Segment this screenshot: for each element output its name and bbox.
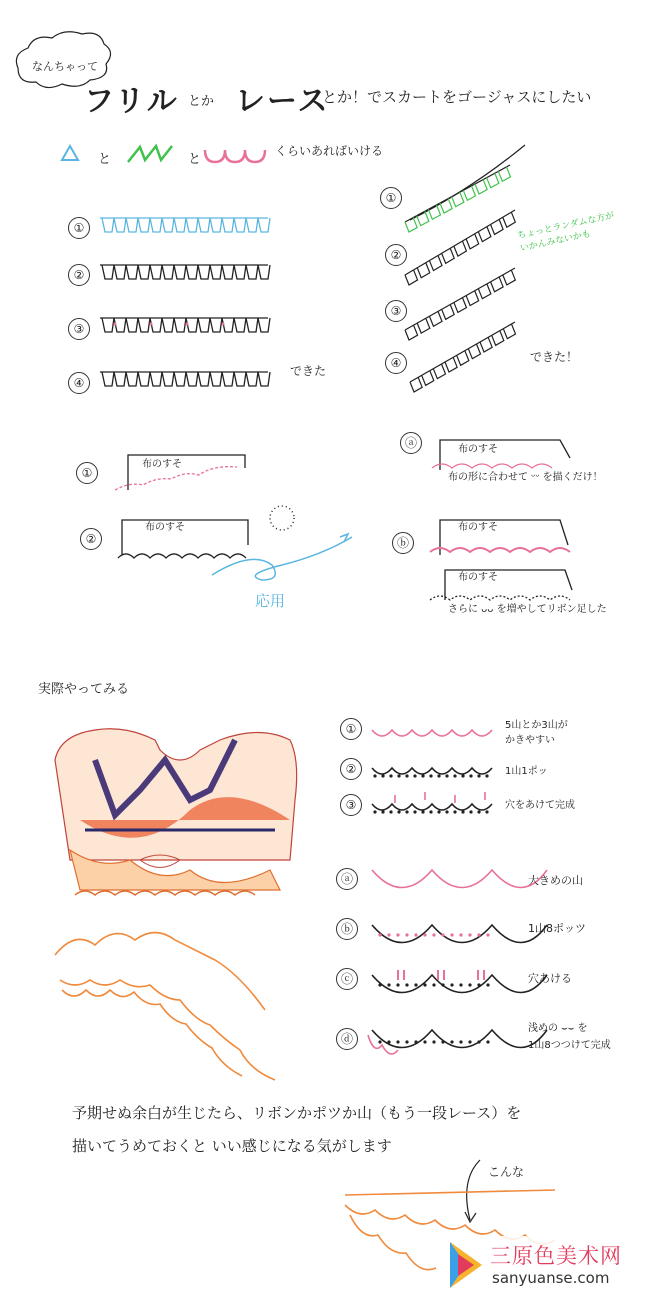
- practice-step-2: ②: [340, 758, 362, 780]
- lace-dot: [423, 933, 426, 936]
- lace-dot: [429, 810, 432, 813]
- lace-dot: [432, 1040, 435, 1043]
- lace-dot: [413, 774, 416, 777]
- practice-step-3: ③: [340, 794, 362, 816]
- footer-text-1: 予期せぬ余白が生じたら、リボンかポツか山（もう一段レース）を: [72, 1104, 522, 1122]
- right-frill-rows: [405, 145, 525, 392]
- lace-dot: [405, 933, 408, 936]
- right-done-text: できた！: [530, 350, 579, 364]
- right-frill-triangles: [405, 270, 515, 340]
- lace-dots: [373, 774, 489, 1043]
- lace-dot: [485, 810, 488, 813]
- lace-dot: [387, 1040, 390, 1043]
- lace-dot: [414, 983, 417, 986]
- lace-dot: [405, 774, 408, 777]
- lace-dot: [477, 983, 480, 986]
- cloth-label-2: 布のすそ: [145, 522, 185, 533]
- lace-dot: [437, 810, 440, 813]
- lace-dot: [469, 810, 472, 813]
- left-step-4: ④: [68, 372, 90, 394]
- title-lace: レース: [235, 84, 330, 119]
- lace-dot: [396, 933, 399, 936]
- left-step-2: ②: [68, 264, 90, 286]
- lace-dot: [387, 933, 390, 936]
- lace-dot: [477, 933, 480, 936]
- lace-dot: [414, 1040, 417, 1043]
- lace-dot: [441, 933, 444, 936]
- lace-dot: [450, 933, 453, 936]
- lace-dot: [453, 810, 456, 813]
- lace-dot: [413, 810, 416, 813]
- right-frill-top-curve: [410, 145, 525, 220]
- lace-dot: [459, 1040, 462, 1043]
- left-frill-accent-dot: [186, 323, 189, 326]
- cloth-step-2: ②: [80, 528, 102, 550]
- shapes-and-2: と: [188, 152, 202, 167]
- var-a-mark: ⓐ: [400, 432, 422, 454]
- lace-dot: [378, 1040, 381, 1043]
- practice-alt-c: ⓒ: [336, 968, 358, 990]
- footer-text-2: 描いてうめておくと いい感じになる気がします: [72, 1137, 392, 1155]
- right-note: ちょっとランダムな方が いかんみないかも: [516, 211, 616, 255]
- practice-note-2: 1山1ポッ: [505, 766, 548, 777]
- watermark-sub: sanyuanse.com: [492, 1269, 610, 1287]
- right-step-1: ①: [380, 187, 402, 209]
- lace-dot: [405, 810, 408, 813]
- triangle-shape: [62, 146, 78, 160]
- watermark-main: 三原色美术网: [490, 1244, 622, 1268]
- lace-dot: [423, 983, 426, 986]
- left-frill-accent-dot: [150, 323, 153, 326]
- lace-dot: [477, 1040, 480, 1043]
- left-done-text: できた: [290, 364, 327, 378]
- lace-dot: [485, 774, 488, 777]
- practice-alt-note-d: 浅めの ⌣⌣ を 1山8つつけて完成: [528, 1023, 611, 1051]
- sparkle-face: [270, 506, 294, 530]
- lace-dot: [387, 983, 390, 986]
- practice-alt-note-b: 1山8ポッツ: [528, 922, 586, 935]
- section-practice-title: 実際やってみる: [38, 682, 130, 697]
- left-frill-accent-dot: [114, 323, 117, 326]
- ouyou-text: 応用: [255, 592, 286, 610]
- konna-arrow-head: [465, 1212, 476, 1222]
- lace-dot: [396, 1040, 399, 1043]
- right-step-2: ②: [385, 244, 407, 266]
- lace-dot: [378, 983, 381, 986]
- var-a-note: 布の形に合わせて ᵕᵕ を描くだけ！: [448, 472, 603, 483]
- practice-alt-note-c: 穴あける: [528, 972, 572, 985]
- practice-scallops: [368, 730, 547, 1054]
- cloth-label-b: 布のすそ: [458, 522, 498, 533]
- practice-note-3: 穴をあけて完成: [505, 800, 575, 811]
- watermark-logo: [442, 1236, 644, 1294]
- lace-dot: [450, 1040, 453, 1043]
- practice-alt-note-a: 大きめの山: [528, 874, 583, 887]
- shapes-and-1: と: [98, 152, 112, 167]
- lace-dot: [381, 810, 384, 813]
- lace-dot: [461, 774, 464, 777]
- title-rest: とか！でスカートをゴージャスにしたい: [322, 88, 592, 106]
- right-step-3: ③: [385, 300, 407, 322]
- right-step-4: ④: [385, 352, 407, 374]
- left-frill-triangles: [102, 265, 270, 279]
- left-frill-triangles: [102, 372, 270, 386]
- lace-dot: [441, 1040, 444, 1043]
- lace-dot: [421, 810, 424, 813]
- title-or-1: とか: [188, 94, 215, 109]
- lace-dot: [477, 810, 480, 813]
- title-frill: フリル: [84, 84, 179, 119]
- zigzag-shape: [128, 146, 172, 162]
- lace-dot: [421, 774, 424, 777]
- lace-dot: [461, 810, 464, 813]
- lace-dot: [445, 810, 448, 813]
- practice-alt-b: ⓑ: [336, 918, 358, 940]
- lace-dot: [459, 933, 462, 936]
- var-b-mark: ⓑ: [392, 532, 414, 554]
- lace-dot: [486, 983, 489, 986]
- lace-dot: [450, 983, 453, 986]
- play-logo-icon: [446, 1240, 486, 1290]
- lace-dot: [469, 774, 472, 777]
- lace-dot: [468, 933, 471, 936]
- lace-dot: [373, 810, 376, 813]
- lace-dot: [437, 774, 440, 777]
- shapes-caption: くらいあればいける: [275, 144, 384, 158]
- lace-dot: [381, 774, 384, 777]
- konna-arrow: [467, 1160, 480, 1220]
- lace-dot: [477, 774, 480, 777]
- cloth-label-a: 布のすそ: [458, 444, 498, 455]
- cloth-step-1: ①: [76, 462, 98, 484]
- left-frill-triangles: [102, 218, 270, 232]
- var-b-note: さらに ᴗᴗ を増やしてリボン足した: [448, 604, 607, 615]
- orange-lace-strip: [55, 933, 275, 1081]
- lace-dot: [468, 983, 471, 986]
- right-frill-line: [405, 210, 515, 275]
- lace-dot: [414, 933, 417, 936]
- lace-dot: [423, 1040, 426, 1043]
- scallop-shape: [205, 150, 265, 162]
- apply-arrow: [212, 537, 352, 580]
- right-frill-triangles: [410, 324, 516, 392]
- left-step-1: ①: [68, 217, 90, 239]
- lace-dot: [432, 933, 435, 936]
- lace-dot: [441, 983, 444, 986]
- lace-dot: [373, 774, 376, 777]
- lace-dot: [405, 983, 408, 986]
- left-frill-accent-dot: [222, 323, 225, 326]
- lace-dot: [445, 774, 448, 777]
- lace-dot: [389, 810, 392, 813]
- lace-dot: [397, 810, 400, 813]
- left-step-3: ③: [68, 318, 90, 340]
- lace-dot: [486, 933, 489, 936]
- character-illustration: [55, 729, 297, 895]
- lace-dot: [405, 1040, 408, 1043]
- right-frill-triangles: [405, 212, 515, 285]
- lace-dot: [396, 983, 399, 986]
- lace-dot: [429, 774, 432, 777]
- lace-dot: [459, 983, 462, 986]
- lace-dot: [378, 933, 381, 936]
- right-frill-line: [405, 165, 510, 222]
- practice-alt-a: ⓐ: [336, 868, 358, 890]
- lace-dot: [397, 774, 400, 777]
- lace-dot: [486, 1040, 489, 1043]
- left-frill-rows: [100, 218, 270, 386]
- practice-note-1: 5山とか3山が かきやすい: [505, 720, 568, 746]
- lace-dot: [468, 1040, 471, 1043]
- lace-dot: [432, 983, 435, 986]
- practice-step-1: ①: [340, 718, 362, 740]
- practice-alt-d: ⓓ: [336, 1028, 358, 1050]
- lace-dot: [389, 774, 392, 777]
- cloth-label-b2: 布のすそ: [458, 572, 498, 583]
- footer-konna: こんな: [488, 1165, 525, 1179]
- lace-dot: [453, 774, 456, 777]
- badge-text: なんちゃって: [32, 60, 98, 73]
- cloth-label-1: 布のすそ: [142, 459, 182, 470]
